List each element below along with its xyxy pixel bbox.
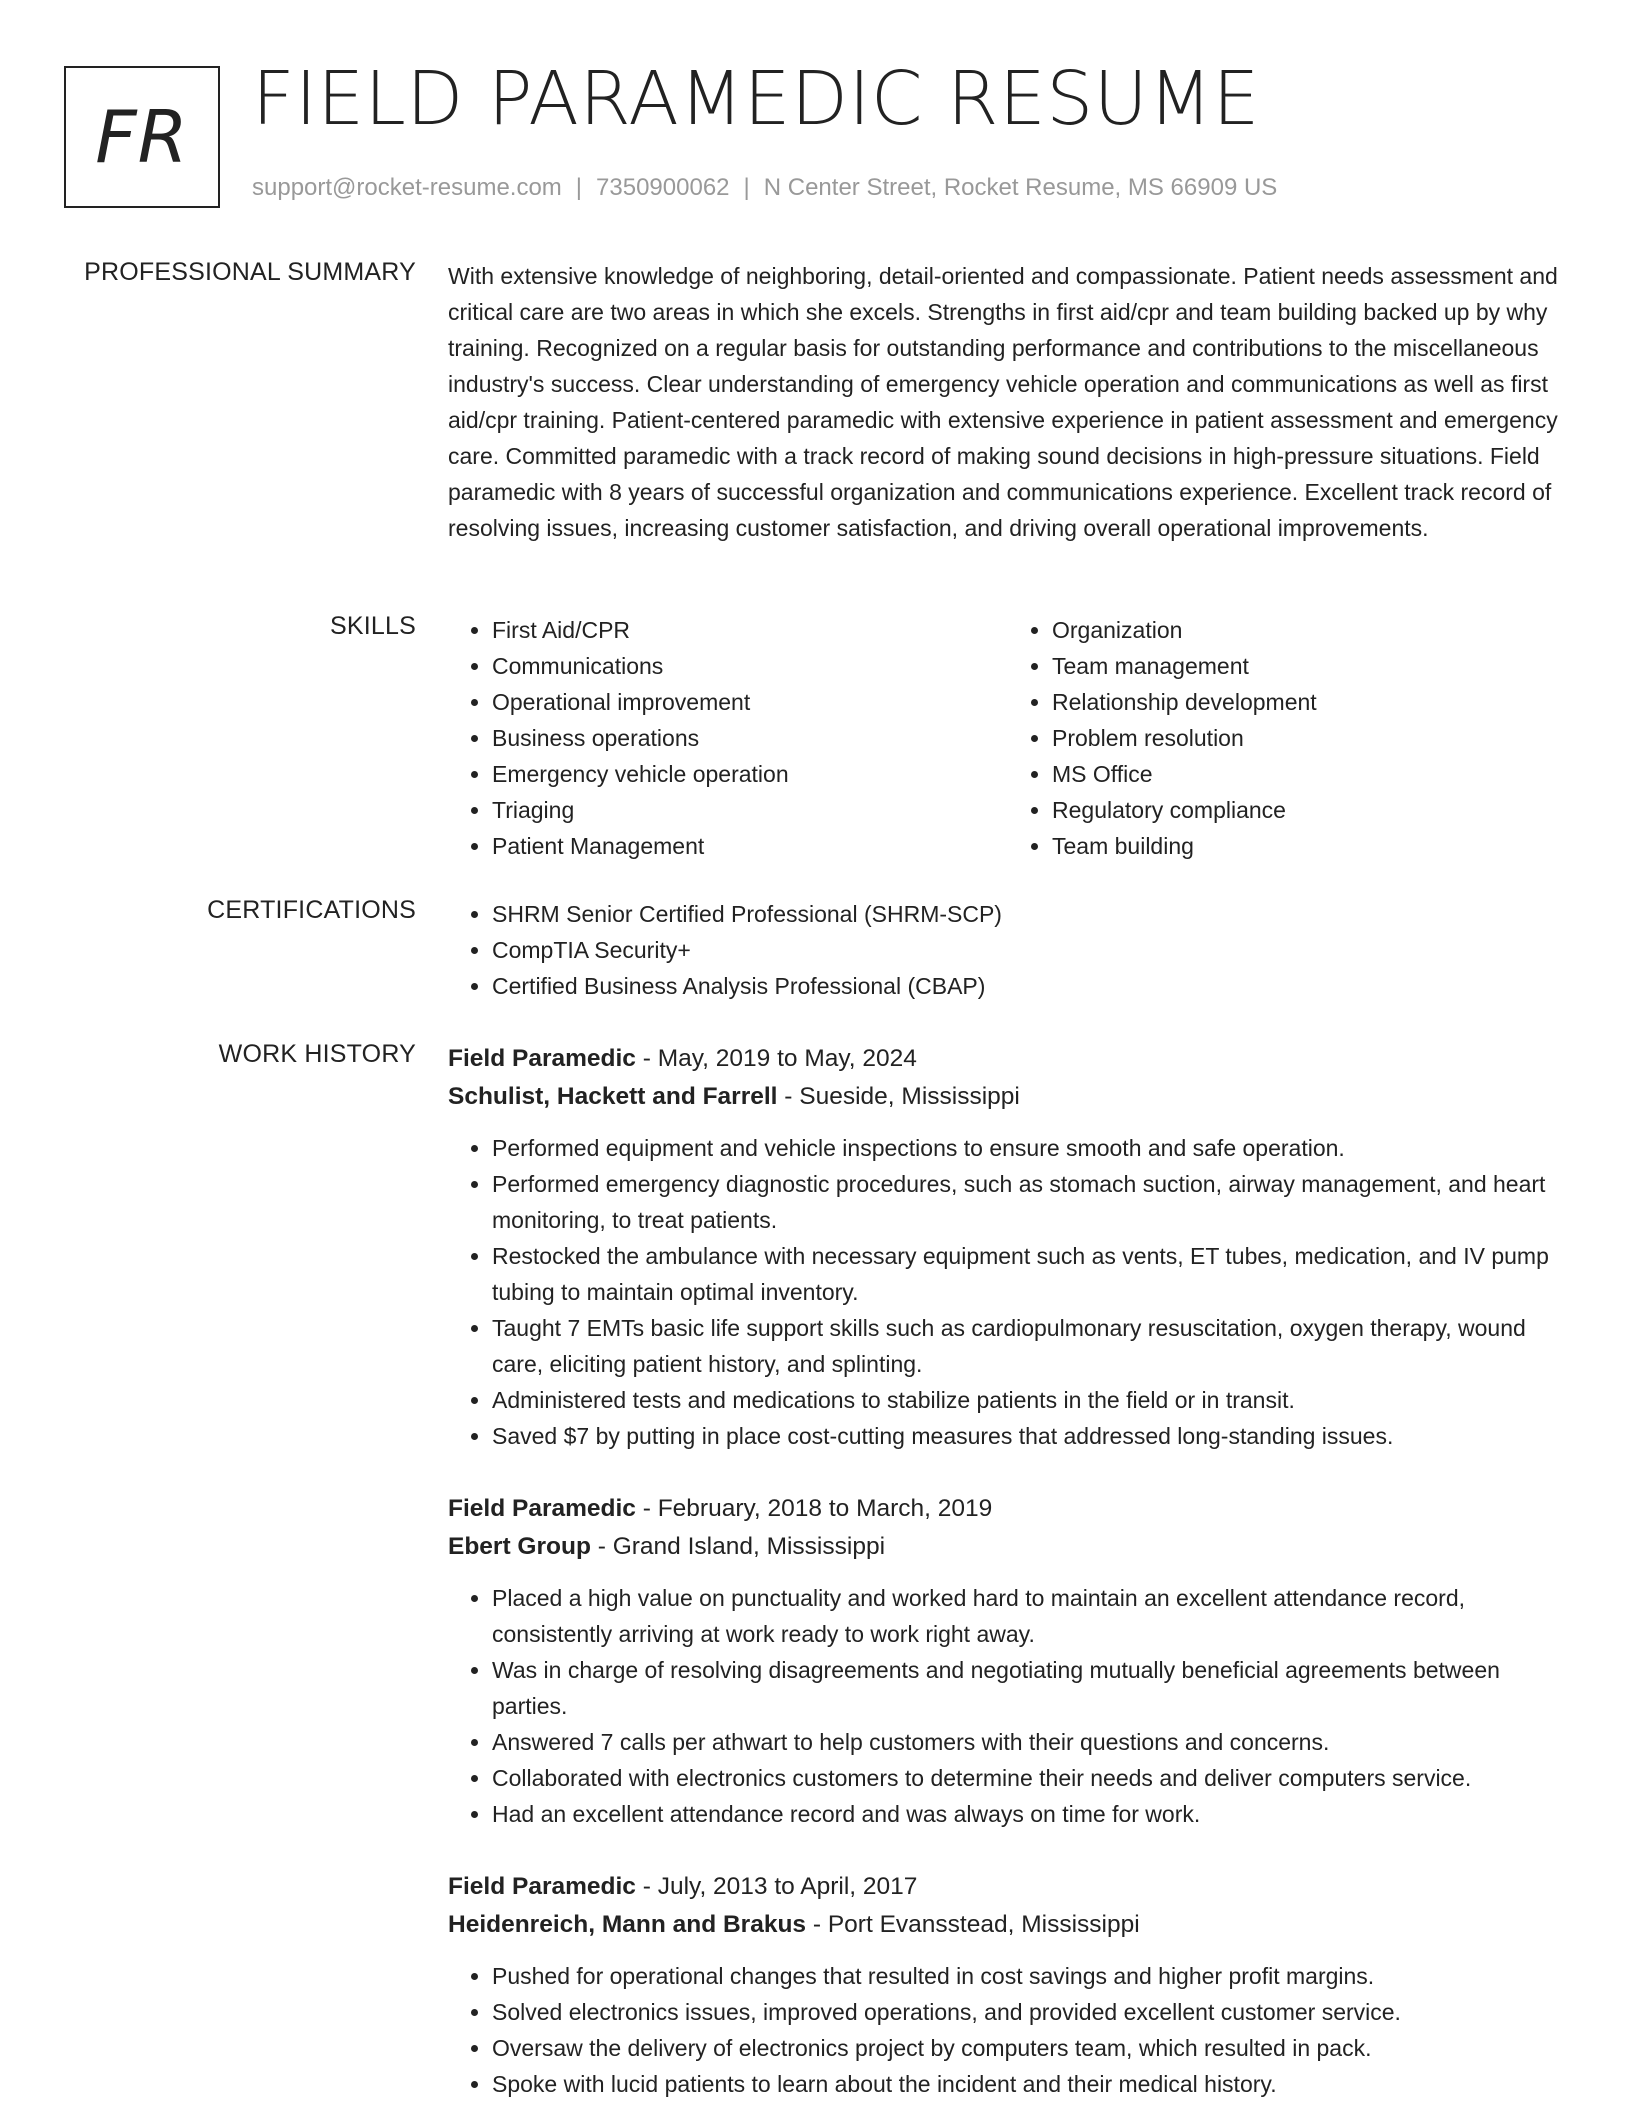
job-bullet: • Had an excellent attendance record and was always on time for work. [492,1796,1568,1832]
job-location: - Grand Island, Mississippi [590,1533,886,1560]
skills-grid [448,612,1568,864]
job-bullet: • Taught 7 EMTs basic life support skills such as cardiopulmonary resuscitation, oxygen therapy, wound care, eliciting patient history, and splinting. [492,1310,1568,1382]
job-bullet: • Placed a high value on punctuality and worked hard to maintain an excellent attendance record, consistently arriving at work ready to work right away. [492,1580,1568,1652]
certification-item: • SHRM Senior Certified Professional (SHRM-SCP) [492,896,1568,932]
skill-item: • Patient Management [492,828,1008,864]
job-bullet: • Restocked the ambulance with necessary equipment such as vents, ET tubes, medication, and IV pump tubing to maintain optimal inventory. [492,1238,1568,1310]
skills-list-left [448,612,1008,864]
job-entry [448,1040,1568,1454]
monogram-text: FR [95,95,189,179]
skill-item: • Regulatory compliance [1052,792,1568,828]
job-title-line [448,1490,1568,1528]
skill-item: • Operational improvement [492,684,1008,720]
job-bullet: • Answered 7 calls per athwart to help customers with their questions and concerns. [492,1724,1568,1760]
job-company-line [448,1078,1568,1116]
contact-phone[interactable]: 7350900062 [596,174,730,201]
skill-item: • Business operations [492,720,1008,756]
job-dates: - July, 2013 to April, 2017 [635,1873,918,1900]
skill-item: • Organization [1052,612,1568,648]
job-bullet: • Was in charge of resolving disagreements and negotiating mutually beneficial agreements between parties. [492,1652,1568,1724]
contact-line [252,174,1277,202]
section-heading-summary: PROFESSIONAL SUMMARY [84,258,416,286]
job-company: Schulist, Hackett and Farrell [448,1083,778,1110]
contact-email[interactable]: support@rocket-resume.com [252,174,562,201]
skill-item: • Problem resolution [1052,720,1568,756]
summary-text: With extensive knowledge of neighboring, detail-oriented and compassionate. Patient needs assessment and critical care are two areas in which she excels. Strengths in first aid/cpr and team building backed up by why training. Recognized on a regular basis for outstanding performance and contributions to the miscellaneous industry's success. Clear understanding of emergency vehicle operation and communications as well as first aid/cpr training. Patient-centered paramedic with extensive experience in patient assessment and emergency care. Committed paramedic with a track record of making sound decisions in high-pressure situations. Field paramedic with 8 years of successful organization and communications experience. Excellent track record of resolving issues, increasing customer satisfaction, and driving overall operational improvements. [448,263,1558,541]
job-company-line [448,1906,1568,1944]
job-bullet: • Solved electronics issues, improved operations, and provided excellent customer service. [492,1994,1568,2030]
job-dates: - May, 2019 to May, 2024 [635,1045,917,1072]
job-bullet: • Spoke with lucid patients to learn about the incident and their medical history. [492,2066,1568,2102]
contact-address: N Center Street, Rocket Resume, MS 66909 US [763,174,1278,201]
job-company: Heidenreich, Mann and Brakus [448,1911,807,1938]
skill-item: • Triaging [492,792,1008,828]
job-title-line [448,1868,1568,1906]
skill-item: • Communications [492,648,1008,684]
job-title: Field Paramedic [448,1873,636,1900]
contact-separator: | [743,174,750,201]
job-location: - Port Evansstead, Mississippi [806,1911,1140,1938]
skill-item: • Team building [1052,828,1568,864]
skill-item: • MS Office [1052,756,1568,792]
job-bullet: • Saved $7 by putting in place cost-cutting measures that addressed long-standing issues. [492,1418,1568,1454]
job-bullet: • Administered tests and medications to stabilize patients in the field or in transit. [492,1382,1568,1418]
skills-list-right [1008,612,1568,864]
job-bullet: • Oversaw the delivery of electronics project by computers team, which resulted in pack. [492,2030,1568,2066]
monogram-logo [64,66,220,208]
job-dates: - February, 2018 to March, 2019 [635,1495,993,1522]
job-title: Field Paramedic [448,1045,636,1072]
certifications-list [448,896,1568,1004]
job-bullet: • Collaborated with electronics customers to determine their needs and deliver computers service. [492,1760,1568,1796]
section-heading-certifications: CERTIFICATIONS [207,896,416,924]
skill-item: • Emergency vehicle operation [492,756,1008,792]
job-title-line [448,1040,1568,1078]
skill-item: • First Aid/CPR [492,612,1008,648]
certification-item: • CompTIA Security+ [492,932,1568,968]
job-location: - Sueside, Mississippi [777,1083,1020,1110]
job-bullet: • Performed equipment and vehicle inspections to ensure smooth and safe operation. [492,1130,1568,1166]
section-heading-skills: SKILLS [330,612,416,640]
job-company: Ebert Group [448,1533,591,1560]
skill-item: • Relationship development [1052,684,1568,720]
job-entry [448,1490,1568,1832]
job-bullet: • Pushed for operational changes that resulted in cost savings and higher profit margins. [492,1958,1568,1994]
job-bullet-list [448,1958,1568,2102]
certification-item: • Certified Business Analysis Professional (CBAP) [492,968,1568,1004]
contact-separator: | [575,174,583,201]
skill-item: • Team management [1052,648,1568,684]
job-company-line [448,1528,1568,1566]
job-title: Field Paramedic [448,1495,636,1522]
job-entry [448,1868,1568,2102]
job-bullet: • Performed emergency diagnostic procedures, such as stomach suction, airway management, and heart monitoring, to treat patients. [492,1166,1568,1238]
certifications-body [448,896,1568,1004]
page-title: FIELD PARAMEDIC RESUME [252,56,1260,142]
job-bullet-list [448,1580,1568,1832]
job-bullet-list [448,1130,1568,1454]
section-heading-work-history: WORK HISTORY [218,1040,416,1068]
